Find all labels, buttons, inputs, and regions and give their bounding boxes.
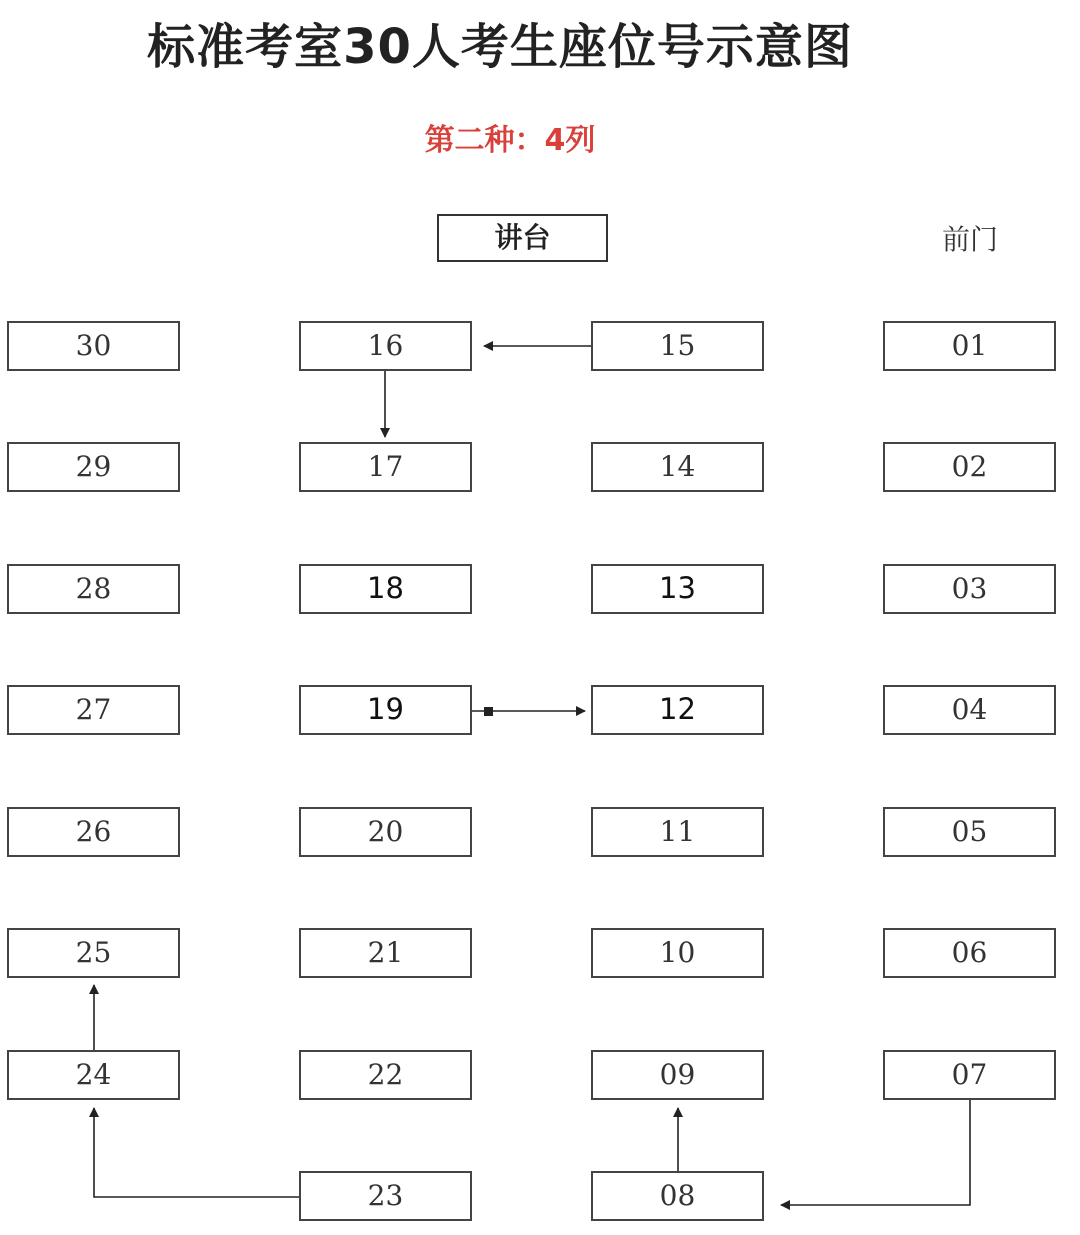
page-title: 标准考室30人考生座位号示意图	[147, 19, 853, 75]
seat-box: 18	[299, 564, 472, 614]
arrow-07-to-08	[781, 1100, 970, 1205]
seat-box: 28	[7, 564, 180, 614]
layout-subtitle: 第二种：4列	[424, 123, 596, 158]
front-door-label: 前门	[941, 223, 998, 256]
seat-box: 12	[591, 685, 764, 735]
seat-box: 11	[591, 807, 764, 857]
seat-box: 27	[7, 685, 180, 735]
seat-box: 25	[7, 928, 180, 978]
seat-box: 17	[299, 442, 472, 492]
seat-box: 14	[591, 442, 764, 492]
seat-box: 16	[299, 321, 472, 371]
seat-box: 30	[7, 321, 180, 371]
arrow-23-to-24	[94, 1108, 299, 1197]
seat-box: 23	[299, 1171, 472, 1221]
seat-box: 08	[591, 1171, 764, 1221]
seat-box: 06	[883, 928, 1056, 978]
seat-box: 05	[883, 807, 1056, 857]
seat-box: 24	[7, 1050, 180, 1100]
seat-box: 29	[7, 442, 180, 492]
seat-box: 22	[299, 1050, 472, 1100]
seat-box: 02	[883, 442, 1056, 492]
seat-box: 15	[591, 321, 764, 371]
seat-box: 10	[591, 928, 764, 978]
seat-box: 26	[7, 807, 180, 857]
seat-box: 04	[883, 685, 1056, 735]
seat-box: 09	[591, 1050, 764, 1100]
seat-box: 07	[883, 1050, 1056, 1100]
seat-box: 13	[591, 564, 764, 614]
seat-box: 03	[883, 564, 1056, 614]
seat-box: 19	[299, 685, 472, 735]
podium-box: 讲台	[437, 214, 608, 262]
seat-box: 01	[883, 321, 1056, 371]
seat-box: 21	[299, 928, 472, 978]
seat-box: 20	[299, 807, 472, 857]
